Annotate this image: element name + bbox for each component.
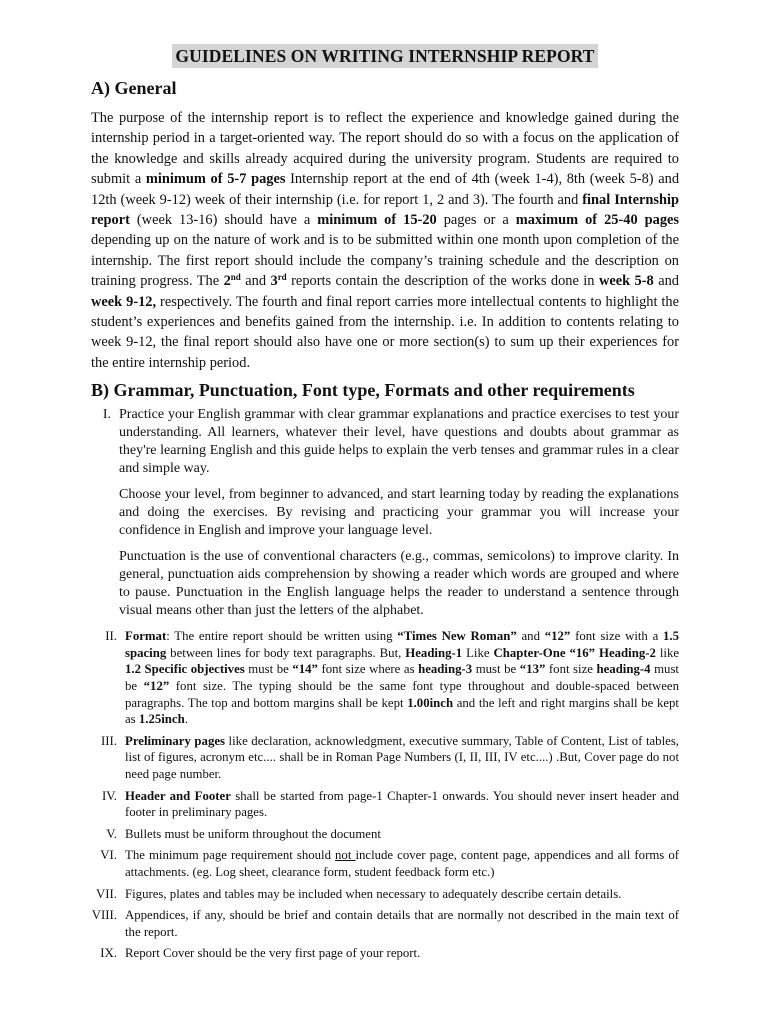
punctuation-paragraph: Punctuation is the use of conventional characters (e.g., commas, semicolons) to improve clarity. In general, punctuation aids comprehension by showing a reader which words are grouped and where to pause. Punctuation in the English language helps the reader to understand a sentence through visual means other than just the letters of the alphabet.	[119, 549, 679, 619]
list-item-ix	[91, 945, 679, 962]
list-item-vi	[91, 847, 679, 880]
preliminary-pages-paragraph: Preliminary pages like declaration, acknowledgment, executive summary, Table of Content, List of tables, list of figures, acronym etc.... shall be in Roman Page Numbers (I, II, III, IV etc....) .But, Cover page do not need page number.	[125, 733, 679, 782]
list-item-v	[91, 826, 679, 843]
list-number: II.	[105, 629, 117, 644]
list-number: VIII.	[91, 908, 117, 923]
list-item-ii	[91, 628, 679, 728]
title-row	[91, 44, 679, 68]
list-number: III.	[101, 733, 117, 748]
list-number: I.	[102, 407, 111, 423]
list-item-viii	[91, 907, 679, 940]
section-a-heading: A) General	[91, 78, 177, 98]
list-number: VI.	[100, 848, 117, 863]
section-b-heading: B) Grammar, Punctuation, Font type, Formats and other requirements	[91, 380, 635, 401]
list-number: VII.	[96, 886, 117, 901]
document-title: GUIDELINES ON WRITING INTERNSHIP REPORT	[172, 44, 597, 68]
minimum-page-paragraph: The minimum page requirement should not include cover page, content page, appendices and all forms of attachments. (eg. Log sheet, clearance form, student feedback form etc.)	[125, 848, 679, 879]
level-paragraph: Choose your level, from beginner to advanced, and start learning today by reading the explanations and doing the exercises. By revising and practicing your grammar you will increase your confidence in English and improve your language level.	[119, 487, 679, 539]
grammar-paragraph: Practice your English grammar with clear grammar explanations and practice exercises to test your understanding. All learners, whatever their level, have questions and doubts about grammar as they're learning English and this guide helps to explain the verb tenses and grammar rules in a clear and simple way.	[119, 407, 679, 477]
list-number: IX.	[100, 946, 117, 961]
list-item-iii	[91, 733, 679, 783]
requirements-list	[91, 406, 679, 962]
section-a-paragraph: The purpose of the internship report is to reflect the experience and knowledge gained during the internship period in a target-oriented way. The report should do so with a focus on the application of the knowledge and skills already acquired during the university program. Students are required to submit a minimum of 5-7 pages Internship report at the end of 4th (week 1-4), 8th (week 5-8) and 12th (week 9-12) week of their internship (i.e. for report 1, 2 and 3). The fourth and final Internship report (week 13-16) should have a minimum of 15-20 pages or a maximum of 25-40 pages depending up on the nature of work and is to be submitted within one month upon completion of the internship. The first report should include the company’s training schedule and the description on training progress. The 2nd and 3rd reports contain the description of the works done in week 5-8 and week 9-12, respectively. The fourth and final report carries more intellectual contents to highlight the student’s experiences and benefits gained from the internship. i.e. In addition to contents relating to week 9-12, the final report should also have one or more section(s) to sum up their experiences for the entire internship period.	[91, 110, 680, 371]
list-number: V.	[106, 826, 117, 841]
header-footer-paragraph: Header and Footer shall be started from page-1 Chapter-1 onwards. You should never insert header and footer in preliminary pages.	[125, 788, 680, 820]
appendices-paragraph: Appendices, if any, should be brief and contain details that are normally not described in the main text of the report.	[125, 908, 679, 939]
format-paragraph: Format: The entire report should be written using “Times New Roman” and “12” font size with a 1.5 spacing between lines for body text paragraphs. But, Heading-1 Like Chapter-One “16” Heading-2 like 1.2 Specific objectives must be “14” font size where as heading-3 must be “13” font size heading-4 must be “12” font size. The typing should be the same font type throughout and double-spaced between paragraphs. The top and bottom margins shall be kept 1.00inch and the left and right margins shall be kept as 1.25inch.	[125, 629, 680, 727]
report-cover-paragraph: Report Cover should be the very first page of your report.	[125, 946, 421, 961]
list-item-iv	[91, 788, 679, 821]
list-number: IV.	[101, 788, 117, 803]
figures-paragraph: Figures, plates and tables may be included when necessary to adequately describe certain details.	[125, 886, 622, 901]
list-item-vii	[91, 886, 679, 903]
list-item-i	[91, 406, 679, 620]
bullets-paragraph: Bullets must be uniform throughout the document	[125, 826, 381, 841]
